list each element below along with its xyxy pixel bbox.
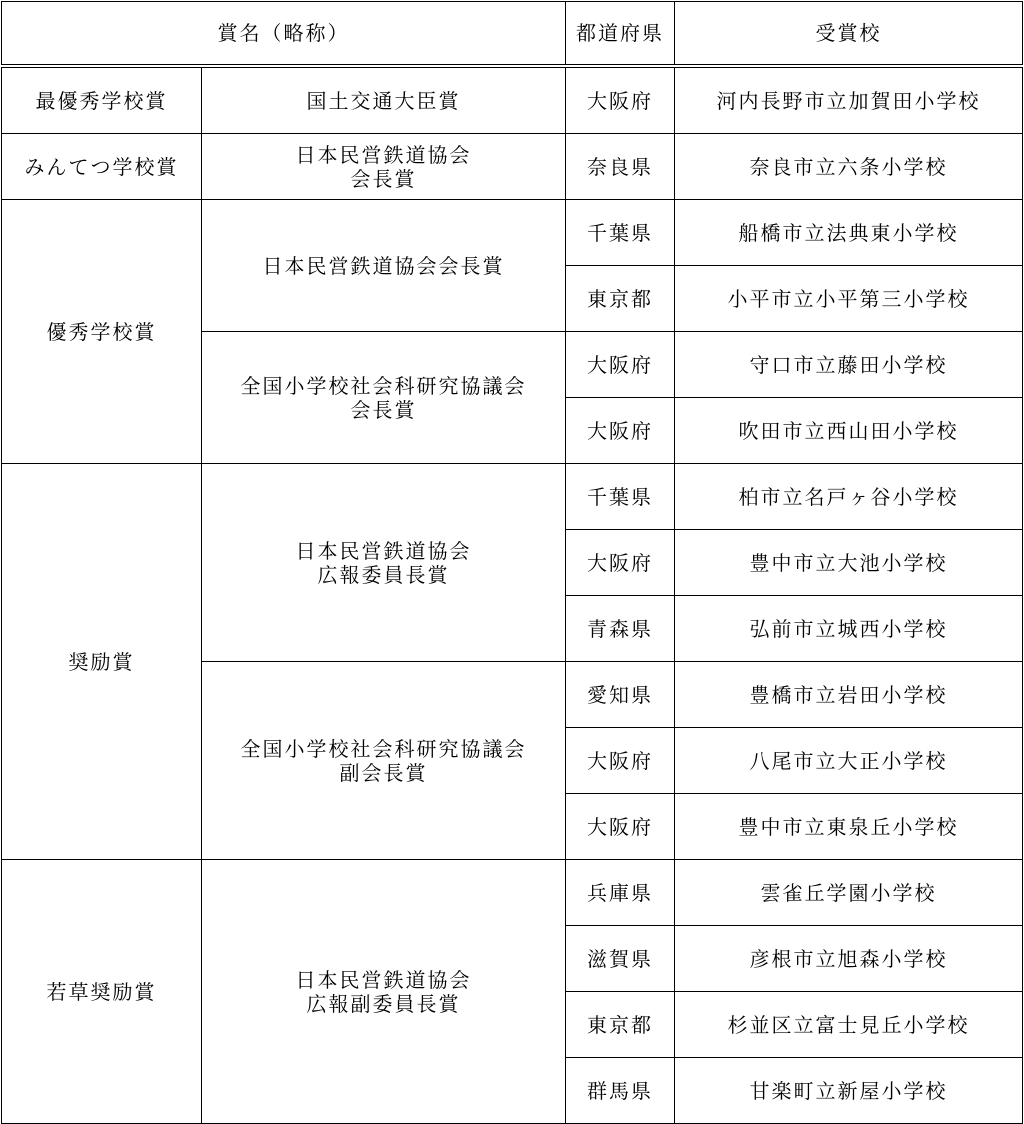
award-title-cell (202, 200, 566, 332)
prefecture-cell: 奈良県 (566, 134, 675, 200)
award-title: 国土交通大臣賞 (306, 88, 461, 113)
header-prefecture: 都道府県 (566, 2, 675, 67)
prefecture-cell: 大阪府 (566, 332, 675, 398)
award-category-cell (2, 134, 202, 200)
table-row (2, 464, 1023, 530)
school-cell: 守口市立藤田小学校 (675, 332, 1023, 398)
award-title-cell (202, 66, 566, 134)
school-cell: 雲雀丘学園小学校 (675, 860, 1023, 926)
school-cell: 弘前市立城西小学校 (675, 596, 1023, 662)
school-cell: 豊中市立大池小学校 (675, 530, 1023, 596)
prefecture-cell: 群馬県 (566, 1058, 675, 1124)
award-category-cell (2, 200, 202, 464)
awards-table (1, 1, 1023, 1124)
award-category: 優秀学校賞 (46, 319, 157, 344)
prefecture-cell: 東京都 (566, 992, 675, 1058)
award-title-cell (202, 860, 566, 1124)
award-title: 日本民営鉄道協会 広報副委員長賞 (295, 967, 472, 1016)
school-cell: 奈良市立六条小学校 (675, 134, 1023, 200)
award-title: 日本民営鉄道協会 会長賞 (295, 142, 472, 191)
award-title: 全国小学校社会科研究協議会 副会長賞 (240, 736, 527, 785)
table-row (2, 860, 1023, 926)
award-category: 奨励賞 (68, 649, 135, 674)
prefecture-cell: 東京都 (566, 266, 675, 332)
award-title-cell (202, 464, 566, 662)
table-row (2, 200, 1023, 266)
prefecture-cell: 大阪府 (566, 728, 675, 794)
award-title: 日本民営鉄道協会会長賞 (262, 253, 505, 278)
school-cell: 吹田市立西山田小学校 (675, 398, 1023, 464)
header-award-name: 賞名（略称） (2, 2, 566, 67)
school-cell: 小平市立小平第三小学校 (675, 266, 1023, 332)
header-row (2, 2, 1023, 67)
school-cell: 甘楽町立新屋小学校 (675, 1058, 1023, 1124)
award-category-cell (2, 860, 202, 1124)
prefecture-cell: 大阪府 (566, 794, 675, 860)
award-category: 最優秀学校賞 (35, 88, 168, 113)
school-cell: 杉並区立富士見丘小学校 (675, 992, 1023, 1058)
school-cell: 船橋市立法典東小学校 (675, 200, 1023, 266)
prefecture-cell: 千葉県 (566, 464, 675, 530)
award-category-cell (2, 464, 202, 860)
school-cell: 豊中市立東泉丘小学校 (675, 794, 1023, 860)
prefecture-cell: 大阪府 (566, 66, 675, 134)
award-category-cell (2, 66, 202, 134)
award-category: 若草奨励賞 (46, 979, 157, 1004)
prefecture-cell: 千葉県 (566, 200, 675, 266)
award-title-cell (202, 332, 566, 464)
school-cell: 豊橋市立岩田小学校 (675, 662, 1023, 728)
award-category: みんてつ学校賞 (24, 154, 179, 179)
school-cell: 八尾市立大正小学校 (675, 728, 1023, 794)
table-row (2, 66, 1023, 134)
award-title: 日本民営鉄道協会 広報委員長賞 (295, 538, 472, 587)
prefecture-cell: 青森県 (566, 596, 675, 662)
school-cell: 彦根市立旭森小学校 (675, 926, 1023, 992)
prefecture-cell: 愛知県 (566, 662, 675, 728)
school-cell: 柏市立名戸ヶ谷小学校 (675, 464, 1023, 530)
award-title-cell (202, 662, 566, 860)
prefecture-cell: 兵庫県 (566, 860, 675, 926)
school-cell: 河内長野市立加賀田小学校 (675, 66, 1023, 134)
prefecture-cell: 大阪府 (566, 530, 675, 596)
prefecture-cell: 滋賀県 (566, 926, 675, 992)
award-title-cell (202, 134, 566, 200)
award-title: 全国小学校社会科研究協議会 会長賞 (240, 373, 527, 422)
prefecture-cell: 大阪府 (566, 398, 675, 464)
table-row (2, 134, 1023, 200)
header-school: 受賞校 (675, 2, 1023, 67)
